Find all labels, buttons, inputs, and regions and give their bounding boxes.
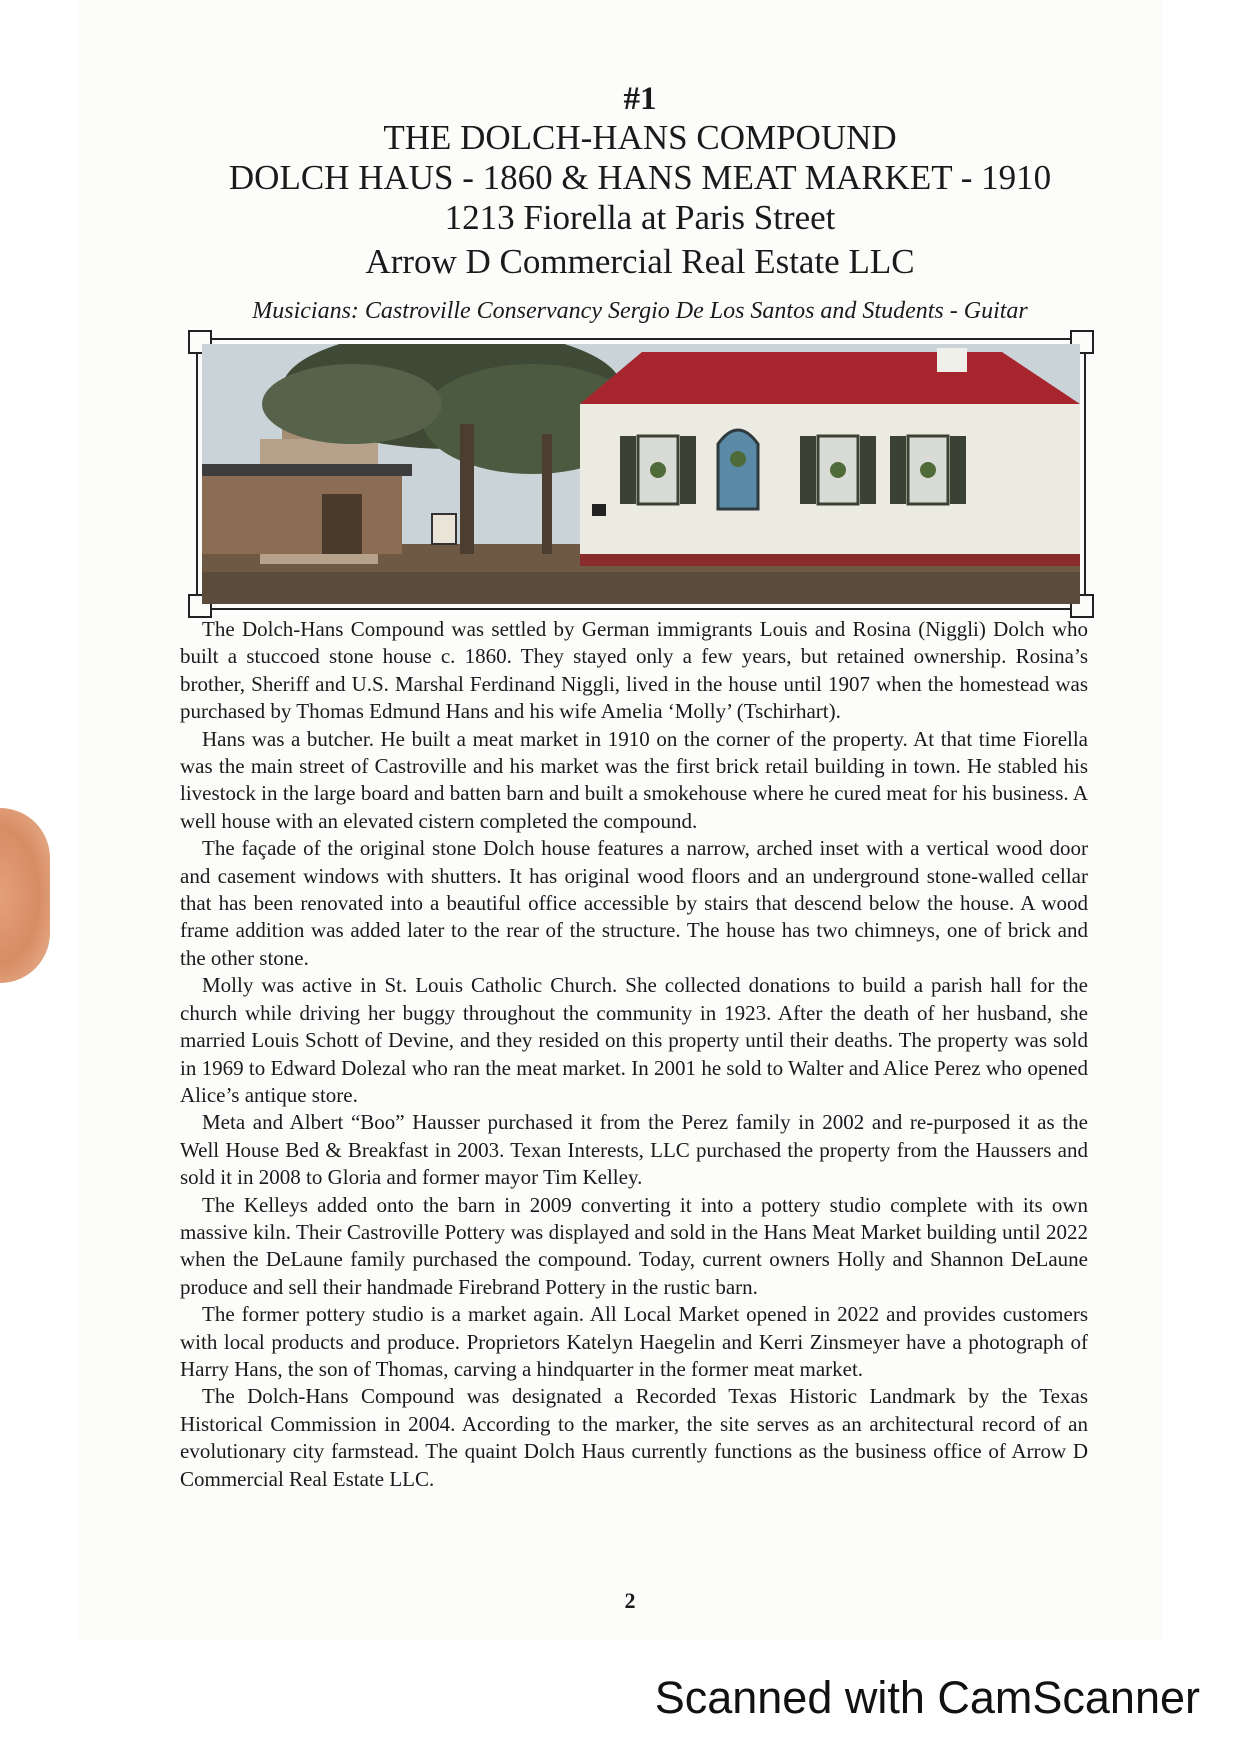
paragraph: The Kelleys added onto the barn in 2009 converting it into a pottery studio complete with its own massive kiln. Their Castroville Pottery was displayed and sold in the Hans Meat Market building until 2022 when the DeLaune family purchased the compound. Today, current owners Holly and Shannon DeLaune produce and sell their handmade Firebrand Pottery in the rustic barn.	[180, 1192, 1088, 1299]
paragraph: Meta and Albert “Boo” Hausser purchased it from the Perez family in 2002 and re-purposed it as the Well House Bed & Breakfast in 2003. Texan Interests, LLC purchased the property from the Haussers and sold it in 2008 to Gloria and former mayor Tim Kelley.	[180, 1110, 1088, 1190]
page-header	[150, 80, 1130, 282]
dolch-haus-building	[580, 348, 1080, 566]
paragraph: The façade of the original stone Dolch house features a narrow, arched inset with a vertical wood door and casement windows with shutters. It has original wood floors and an underground stone-walled cellar that has been renovated into a beautiful office accessible by stairs that descend below the house. A wood frame addition was added later to the rear of the structure. The house has two chimneys, one of brick and the other stone.	[180, 836, 1088, 970]
page-number: 2	[624, 1588, 636, 1613]
paragraph: The former pottery studio is a market again. All Local Market opened in 2022 and provides customers with local products and produce. Proprietors Katelyn Haegelin and Kerri Zinsmeyer have a photograph of Harry Hans, the son of Thomas, carving a hindquarter in the former meat market.	[180, 1302, 1088, 1381]
article-body	[180, 616, 1088, 1493]
owner-name: Arrow D Commercial Real Estate LLC	[365, 242, 915, 281]
paragraph: The Dolch-Hans Compound was designated a Recorded Texas Historic Landmark by the Texas Historical Commission in 2004. According to the marker, the site serves as an architectural record of an evolutionary city farmstead. The quaint Dolch Haus currently functions as the business office of Arrow D Commercial Real Estate LLC.	[180, 1384, 1088, 1491]
musicians-credit: Musicians: Castroville Conservancy Sergio De Los Santos and Students - Guitar	[252, 298, 1028, 324]
house-photo	[202, 344, 1080, 604]
page-subtitle: DOLCH HAUS - 1860 & HANS MEAT MARKET - 1910	[228, 158, 1052, 197]
paragraph: Molly was active in St. Louis Catholic Church. She collected donations to build a parish hall for the church while driving her buggy throughout the community in 1923. After the death of her husband, she married Louis Schott of Devine, and they resided on this property until their deaths. The property was sold in 1969 to Edward Dolezal who ran the meat market. In 2001 he sold to Walter and Alice Perez who opened Alice’s antique store.	[180, 973, 1088, 1107]
scanner-thumb	[0, 808, 50, 983]
site-address: 1213 Fiorella at Paris Street	[444, 198, 836, 237]
paragraph: Hans was a butcher. He built a meat market in 1910 on the corner of the property. At that time Fiorella was the main street of Castroville and his market was the first brick retail building in town. He stabled his livestock in the large board and batten barn and built a smokehouse where he cured meat for his business. A well house with an elevated cistern completed the compound.	[180, 726, 1088, 833]
scanner-watermark: Scanned with CamScanner	[654, 1672, 1200, 1723]
paragraph: The Dolch-Hans Compound was settled by German immigrants Louis and Rosina (Niggli) Dolch who built a stuccoed stone house c. 1860. They stayed only a few years, but retained ownership. Rosina’s brother, Sheriff and U.S. Marshal Ferdinand Niggli, lived in the house until 1907 when the homestead was purchased by Thomas Edmund Hans and his wife Amelia ‘Molly’ (Tschirhart).	[180, 617, 1088, 724]
house-photo-frame	[196, 338, 1086, 610]
page-title: THE DOLCH-HANS COMPOUND	[383, 118, 897, 157]
site-number: #1	[623, 81, 657, 117]
